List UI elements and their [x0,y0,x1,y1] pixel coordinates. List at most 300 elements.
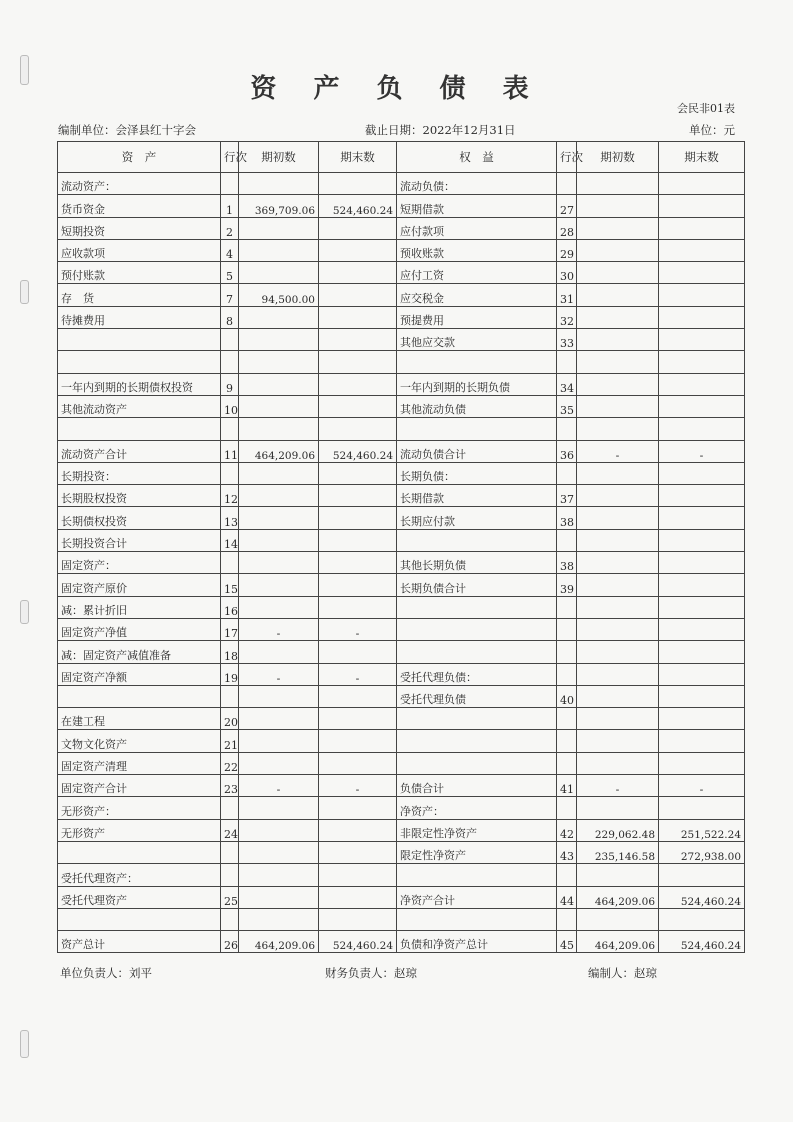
col-header-line: 行次 [221,142,239,173]
asset-end [319,797,397,819]
asset-label: 受托代理资产 [58,886,221,908]
table-row [58,418,745,440]
table-row [58,195,745,217]
asset-end: - [319,775,397,797]
asset-line: 24 [221,819,239,841]
asset-end: - [319,618,397,640]
equity-begin [577,752,659,774]
equity-end [659,552,745,574]
equity-begin: 464,209.06 [577,931,659,953]
asset-label: 固定资产： [58,552,221,574]
table-row [58,663,745,685]
table-row [58,708,745,730]
equity-label [397,730,557,752]
col-header-asset: 资 产 [58,142,221,173]
equity-label [397,529,557,551]
asset-begin [239,708,319,730]
col-header-begin2: 期初数 [577,142,659,173]
asset-line: 8 [221,306,239,328]
asset-label: 待摊费用 [58,306,221,328]
asset-label: 其他流动资产 [58,395,221,417]
page-title: 资 产 负 债 表 [250,74,543,104]
asset-begin [239,306,319,328]
equity-end [659,908,745,930]
asset-line [221,173,239,195]
equity-line: 27 [557,195,577,217]
asset-line: 7 [221,284,239,306]
asset-line [221,462,239,484]
asset-label: 减：累计折旧 [58,596,221,618]
equity-line: 41 [557,775,577,797]
asset-end [319,574,397,596]
equity-label: 其他长期负债 [397,552,557,574]
equity-end: 524,460.24 [659,931,745,953]
equity-label: 应交税金 [397,284,557,306]
reporting-unit: 编制单位：会泽县红十字会 [58,123,196,137]
asset-label: 流动资产： [58,173,221,195]
equity-begin [577,373,659,395]
equity-end [659,217,745,239]
equity-label: 受托代理负债： [397,663,557,685]
asset-begin [239,641,319,663]
asset-end: 524,460.24 [319,931,397,953]
asset-line [221,329,239,351]
equity-begin [577,529,659,551]
equity-label [397,618,557,640]
preparer: 编制人：赵琼 [588,966,657,980]
asset-end [319,395,397,417]
asset-end [319,596,397,618]
equity-label: 流动负债： [397,173,557,195]
asset-line: 13 [221,507,239,529]
asset-line [221,685,239,707]
equity-label [397,752,557,774]
asset-begin [239,507,319,529]
equity-begin [577,351,659,373]
equity-end [659,239,745,261]
asset-line: 2 [221,217,239,239]
asset-end [319,351,397,373]
equity-begin [577,284,659,306]
asset-begin [239,418,319,440]
asset-label: 受托代理资产： [58,864,221,886]
asset-label: 货币资金 [58,195,221,217]
asset-end [319,641,397,663]
asset-label: 减：固定资产减值准备 [58,641,221,663]
asset-label [58,351,221,373]
equity-line [557,641,577,663]
table-header-row [58,142,745,173]
asset-begin: 94,500.00 [239,284,319,306]
asset-line: 12 [221,485,239,507]
equity-label: 长期负债： [397,462,557,484]
table-row [58,284,745,306]
asset-line [221,841,239,863]
table-row [58,351,745,373]
equity-label [397,641,557,663]
equity-end [659,485,745,507]
equity-label [397,351,557,373]
equity-label: 预收账款 [397,239,557,261]
asset-begin [239,864,319,886]
asset-end [319,819,397,841]
equity-line: 32 [557,306,577,328]
asset-begin [239,462,319,484]
col-header-end2: 期末数 [659,142,745,173]
equity-begin [577,485,659,507]
table-row [58,864,745,886]
equity-end [659,373,745,395]
asset-line: 21 [221,730,239,752]
asset-label: 长期投资合计 [58,529,221,551]
asset-begin [239,596,319,618]
equity-begin [577,685,659,707]
equity-line: 38 [557,552,577,574]
table-row [58,306,745,328]
equity-begin: 229,062.48 [577,819,659,841]
asset-begin [239,329,319,351]
table-row [58,819,745,841]
equity-line: 29 [557,239,577,261]
finance-head: 财务负责人：赵琼 [325,966,417,980]
asset-line: 26 [221,931,239,953]
equity-end [659,618,745,640]
col-header-begin: 期初数 [239,142,319,173]
asset-label: 应收款项 [58,239,221,261]
equity-end [659,663,745,685]
asset-begin: 464,209.06 [239,440,319,462]
table-row [58,239,745,261]
asset-end [319,284,397,306]
asset-begin: 464,209.06 [239,931,319,953]
table-row [58,529,745,551]
equity-line [557,730,577,752]
equity-label: 净资产合计 [397,886,557,908]
equity-line [557,663,577,685]
asset-label: 无形资产 [58,819,221,841]
asset-end [319,217,397,239]
equity-label: 一年内到期的长期负债 [397,373,557,395]
asset-line [221,908,239,930]
asset-begin [239,262,319,284]
asset-begin [239,173,319,195]
table-row [58,462,745,484]
asset-begin [239,908,319,930]
equity-line [557,418,577,440]
equity-begin: 464,209.06 [577,886,659,908]
asset-begin: - [239,775,319,797]
equity-line [557,618,577,640]
asset-end [319,685,397,707]
table-row [58,886,745,908]
asset-end: 524,460.24 [319,195,397,217]
equity-end: - [659,440,745,462]
asset-line: 5 [221,262,239,284]
equity-label [397,908,557,930]
report-date: 截止日期：2022年12月31日 [365,123,516,137]
equity-begin [577,708,659,730]
equity-end [659,685,745,707]
equity-begin [577,730,659,752]
asset-label [58,418,221,440]
asset-line [221,552,239,574]
binder-hole [20,600,29,624]
table-row [58,797,745,819]
asset-end [319,239,397,261]
equity-end [659,418,745,440]
asset-begin [239,552,319,574]
equity-label: 短期借款 [397,195,557,217]
asset-begin [239,351,319,373]
asset-end [319,730,397,752]
asset-begin: - [239,618,319,640]
equity-line [557,596,577,618]
equity-label: 其他流动负债 [397,395,557,417]
asset-begin [239,373,319,395]
equity-label [397,596,557,618]
equity-begin [577,462,659,484]
equity-begin [577,329,659,351]
asset-label: 资产总计 [58,931,221,953]
asset-label [58,841,221,863]
equity-end: 251,522.24 [659,819,745,841]
asset-label: 一年内到期的长期债权投资 [58,373,221,395]
equity-label: 负债和净资产总计 [397,931,557,953]
equity-line: 42 [557,819,577,841]
equity-end [659,574,745,596]
equity-end [659,730,745,752]
table-row [58,841,745,863]
asset-end [319,306,397,328]
equity-end: 524,460.24 [659,886,745,908]
equity-line [557,797,577,819]
equity-line: 30 [557,262,577,284]
asset-line: 22 [221,752,239,774]
asset-line: 20 [221,708,239,730]
asset-begin [239,819,319,841]
equity-line [557,908,577,930]
table-row [58,908,745,930]
equity-line [557,462,577,484]
asset-line: 9 [221,373,239,395]
asset-begin [239,752,319,774]
equity-begin [577,173,659,195]
asset-end [319,529,397,551]
equity-line: 45 [557,931,577,953]
equity-begin [577,574,659,596]
table-row [58,552,745,574]
asset-begin [239,574,319,596]
equity-line: 31 [557,284,577,306]
asset-line [221,797,239,819]
equity-line [557,864,577,886]
table-row [58,217,745,239]
asset-line: 16 [221,596,239,618]
equity-begin [577,797,659,819]
equity-label: 长期负债合计 [397,574,557,596]
equity-label: 限定性净资产 [397,841,557,863]
equity-end [659,864,745,886]
asset-end [319,329,397,351]
asset-label: 预付账款 [58,262,221,284]
asset-line: 4 [221,239,239,261]
asset-begin [239,395,319,417]
equity-begin [577,395,659,417]
equity-begin [577,418,659,440]
equity-end [659,329,745,351]
asset-line [221,864,239,886]
equity-line [557,752,577,774]
asset-begin [239,797,319,819]
equity-line [557,529,577,551]
equity-end [659,395,745,417]
asset-begin: 369,709.06 [239,195,319,217]
asset-end [319,173,397,195]
binder-hole [20,1030,29,1058]
equity-label: 净资产： [397,797,557,819]
asset-end [319,373,397,395]
equity-line: 33 [557,329,577,351]
equity-end: - [659,775,745,797]
asset-begin [239,239,319,261]
form-code: 会民非01表 [677,102,735,115]
equity-begin [577,239,659,261]
table-row [58,395,745,417]
asset-label: 长期股权投资 [58,485,221,507]
equity-label: 应付工资 [397,262,557,284]
table-row [58,752,745,774]
asset-label: 固定资产净值 [58,618,221,640]
equity-begin [577,618,659,640]
equity-end [659,351,745,373]
col-header-line2: 行次 [557,142,577,173]
equity-line: 39 [557,574,577,596]
equity-line: 36 [557,440,577,462]
equity-begin [577,306,659,328]
table-row [58,618,745,640]
equity-line: 37 [557,485,577,507]
asset-label: 短期投资 [58,217,221,239]
asset-label: 文物文化资产 [58,730,221,752]
table-row [58,485,745,507]
table-row [58,173,745,195]
asset-line: 1 [221,195,239,217]
asset-end [319,418,397,440]
equity-end [659,173,745,195]
asset-line: 23 [221,775,239,797]
equity-end [659,708,745,730]
equity-end [659,641,745,663]
equity-line [557,708,577,730]
asset-end: 524,460.24 [319,440,397,462]
equity-label [397,708,557,730]
asset-end [319,262,397,284]
asset-end [319,886,397,908]
equity-end [659,262,745,284]
equity-begin [577,552,659,574]
equity-line [557,173,577,195]
equity-begin: - [577,440,659,462]
equity-begin [577,507,659,529]
equity-label: 长期借款 [397,485,557,507]
asset-label: 长期投资： [58,462,221,484]
asset-line [221,351,239,373]
equity-line: 40 [557,685,577,707]
equity-label: 预提费用 [397,306,557,328]
asset-end: - [319,663,397,685]
asset-label: 无形资产： [58,797,221,819]
equity-line: 34 [557,373,577,395]
asset-line: 17 [221,618,239,640]
asset-begin [239,529,319,551]
equity-line: 28 [557,217,577,239]
equity-begin [577,217,659,239]
asset-label [58,685,221,707]
table-row [58,730,745,752]
asset-label: 存 货 [58,284,221,306]
table-row [58,329,745,351]
table-row [58,373,745,395]
col-header-equity: 权 益 [397,142,557,173]
equity-end [659,284,745,306]
table-row [58,262,745,284]
col-header-end: 期末数 [319,142,397,173]
asset-label [58,329,221,351]
equity-begin: - [577,775,659,797]
asset-line: 10 [221,395,239,417]
equity-begin: 235,146.58 [577,841,659,863]
asset-end [319,552,397,574]
asset-end [319,485,397,507]
equity-end [659,306,745,328]
asset-end [319,507,397,529]
table-row [58,440,745,462]
asset-line [221,418,239,440]
equity-label: 负债合计 [397,775,557,797]
binder-hole [20,280,29,304]
equity-begin [577,908,659,930]
equity-label: 受托代理负债 [397,685,557,707]
equity-label: 其他应交款 [397,329,557,351]
equity-end: 272,938.00 [659,841,745,863]
table-row [58,931,745,953]
table-row [58,685,745,707]
asset-line: 11 [221,440,239,462]
equity-begin [577,262,659,284]
equity-end [659,195,745,217]
equity-end [659,596,745,618]
asset-label [58,908,221,930]
equity-label: 非限定性净资产 [397,819,557,841]
unit-head: 单位负责人：刘平 [60,966,152,980]
asset-end [319,841,397,863]
table-row [58,641,745,663]
equity-end [659,507,745,529]
equity-begin [577,596,659,618]
equity-label: 应付款项 [397,217,557,239]
asset-end [319,462,397,484]
asset-begin [239,217,319,239]
asset-label: 固定资产净额 [58,663,221,685]
equity-begin [577,641,659,663]
equity-end [659,797,745,819]
equity-line: 38 [557,507,577,529]
equity-label: 长期应付款 [397,507,557,529]
asset-label: 长期债权投资 [58,507,221,529]
table-row [58,596,745,618]
equity-label: 流动负债合计 [397,440,557,462]
equity-end [659,752,745,774]
